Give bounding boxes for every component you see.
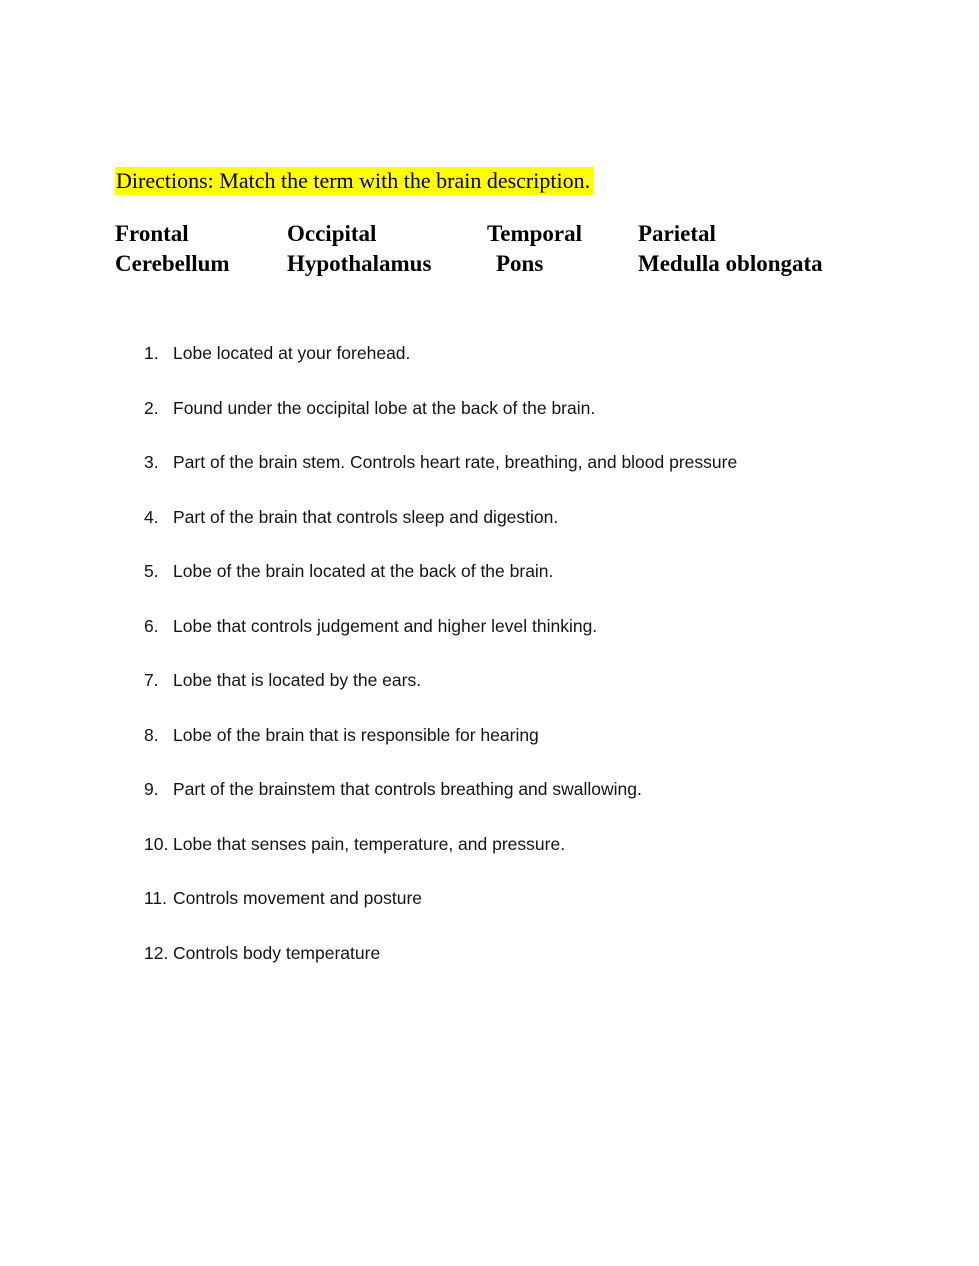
question-number: 7. [144,670,159,690]
question-text: Part of the brain stem. Controls heart rate, breathing, and blood pressure [173,452,738,472]
question-number: 11. [144,888,168,908]
word-bank-term-parietal: Parietal [638,221,716,246]
question-number: 3. [144,452,159,472]
question-number: 12. [144,942,169,963]
word-bank-term-cerebellum: Cerebellum [115,251,230,276]
question-item [144,342,904,365]
question-number: 6. [144,615,159,636]
word-bank-term-frontal: Frontal [115,221,189,246]
question-number: 9. [144,779,159,799]
question-item [144,615,904,638]
word-bank-term-temporal: Temporal [487,221,582,246]
question-text: Controls body temperature [173,942,381,963]
question-text: Lobe that is located by the ears. [173,670,422,690]
question-text: Part of the brainstem that controls breathing and swallowing. [173,779,642,799]
question-number: 2. [144,397,159,418]
question-item [144,942,904,965]
directions-line [115,166,594,196]
question-text: Found under the occipital lobe at the back of the brain. [173,397,596,418]
directions-text: Directions: Match the term with the brain description. [115,167,594,195]
question-text: Lobe of the brain located at the back of the brain. [173,561,554,581]
question-text: Lobe of the brain that is responsible for hearing [173,724,539,745]
question-list [144,342,904,996]
question-item [144,451,904,474]
question-item [144,724,904,747]
question-item [144,887,904,910]
question-item [144,833,904,856]
question-number: 4. [144,506,159,527]
question-item [144,669,904,692]
word-bank [115,219,823,279]
question-text: Lobe that controls judgement and higher level thinking. [173,615,598,636]
question-number: 8. [144,724,159,745]
question-item [144,560,904,583]
question-number: 10. [144,833,169,854]
question-text: Lobe that senses pain, temperature, and pressure. [173,833,566,854]
word-bank-term-hypothalamus: Hypothalamus [287,251,432,276]
question-text: Part of the brain that controls sleep and digestion. [173,506,559,527]
word-bank-term-medulla-oblongata: Medulla oblongata [638,251,823,276]
question-text: Lobe located at your forehead. [173,343,411,363]
question-text: Controls movement and posture [173,888,423,908]
question-item [144,506,904,529]
question-item [144,397,904,420]
question-number: 1. [144,343,159,363]
word-bank-term-occipital: Occipital [287,221,377,246]
word-bank-term-pons: Pons [496,251,544,276]
question-number: 5. [144,561,159,581]
question-item [144,778,904,801]
